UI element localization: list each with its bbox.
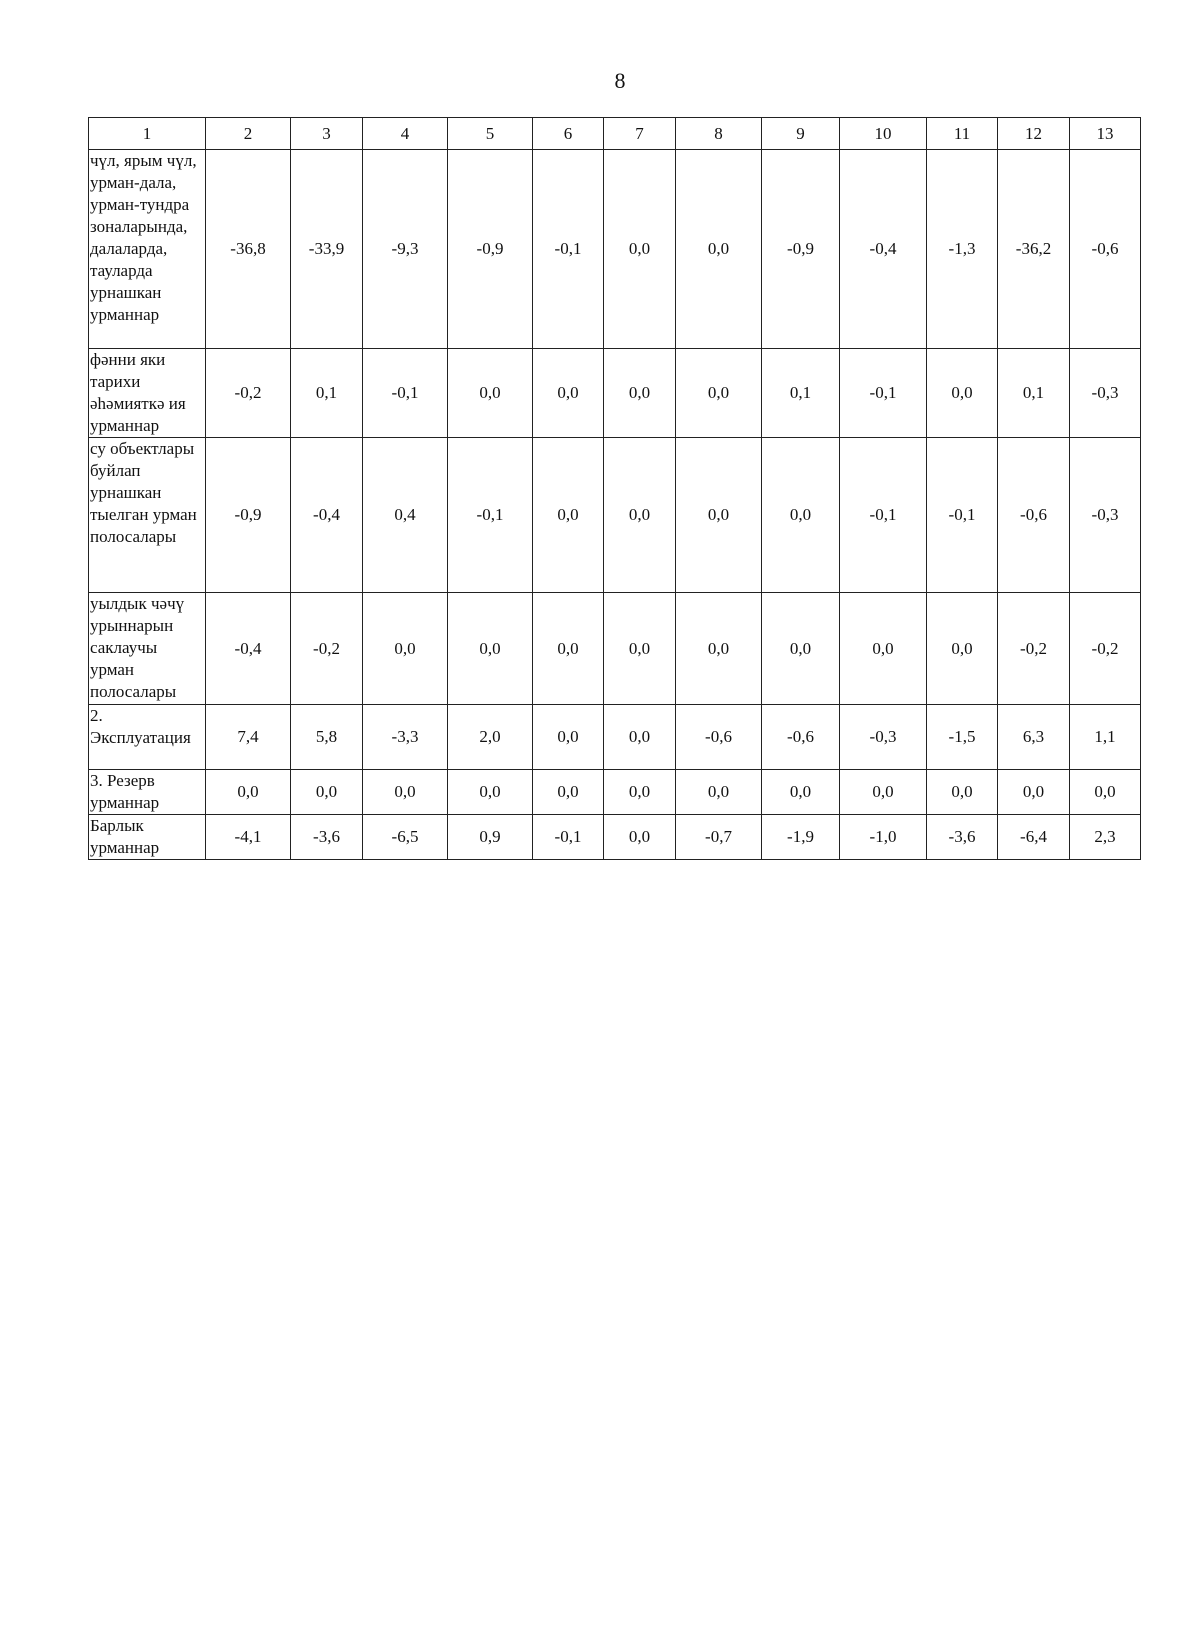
table-cell: -0,6 [1070, 150, 1141, 349]
header-cell: 5 [448, 118, 533, 150]
table-cell: 0,0 [676, 770, 762, 815]
table-cell: 0,0 [448, 349, 533, 438]
table-cell: 0,0 [604, 150, 676, 349]
table-cell: 0,9 [448, 815, 533, 860]
table-cell: 0,0 [604, 349, 676, 438]
table-cell: 0,0 [604, 593, 676, 705]
table-cell: -36,8 [206, 150, 291, 349]
table-cell: -0,4 [840, 150, 927, 349]
table-cell: -0,9 [206, 438, 291, 593]
table-row [89, 438, 1141, 593]
table-row [89, 815, 1141, 860]
table-cell: -0,7 [676, 815, 762, 860]
table-row [89, 705, 1141, 770]
table-cell: -0,6 [998, 438, 1070, 593]
table-cell: -4,1 [206, 815, 291, 860]
table-cell: -0,1 [533, 815, 604, 860]
table-cell: -6,5 [363, 815, 448, 860]
table-cell: -0,1 [840, 349, 927, 438]
table-cell: -33,9 [291, 150, 363, 349]
table-cell: 0,0 [840, 770, 927, 815]
header-row [89, 118, 1141, 150]
table-row [89, 593, 1141, 705]
table-cell: 0,0 [676, 438, 762, 593]
table-cell: -6,4 [998, 815, 1070, 860]
table-cell: 0,0 [448, 770, 533, 815]
table-cell: -1,0 [840, 815, 927, 860]
table-cell: -0,6 [676, 705, 762, 770]
table-cell: -3,6 [291, 815, 363, 860]
row-label: Барлык урманнар [89, 815, 206, 860]
header-cell: 7 [604, 118, 676, 150]
table-row [89, 150, 1141, 349]
table-cell: 0,0 [533, 593, 604, 705]
table-cell: -1,3 [927, 150, 998, 349]
table-cell: 0,0 [604, 705, 676, 770]
table-row [89, 770, 1141, 815]
row-label: фәнни яки тарихи әһәмияткә ия урманнар [89, 349, 206, 438]
table-cell: -1,9 [762, 815, 840, 860]
table-cell: 0,0 [604, 438, 676, 593]
header-cell: 1 [89, 118, 206, 150]
table-cell: 0,0 [363, 593, 448, 705]
header-cell: 10 [840, 118, 927, 150]
header-cell: 12 [998, 118, 1070, 150]
table-cell: 0,0 [676, 349, 762, 438]
header-cell: 8 [676, 118, 762, 150]
table-cell: 0,0 [676, 593, 762, 705]
table-cell: 0,1 [762, 349, 840, 438]
table-cell: -36,2 [998, 150, 1070, 349]
table-cell: 0,0 [676, 150, 762, 349]
table-cell: -0,2 [1070, 593, 1141, 705]
table-cell: 2,0 [448, 705, 533, 770]
table-cell: 0,0 [1070, 770, 1141, 815]
table-row [89, 349, 1141, 438]
table-cell: -0,9 [762, 150, 840, 349]
header-cell: 3 [291, 118, 363, 150]
table-cell: 0,0 [604, 770, 676, 815]
table-cell: 2,3 [1070, 815, 1141, 860]
table-cell: 0,0 [533, 705, 604, 770]
table-cell: 0,0 [927, 349, 998, 438]
page-number: 8 [614, 68, 626, 93]
table-cell: 0,0 [363, 770, 448, 815]
table-cell: 0,0 [533, 349, 604, 438]
table-cell: 0,0 [927, 593, 998, 705]
table-cell: -0,1 [533, 150, 604, 349]
table-cell: -9,3 [363, 150, 448, 349]
table-cell: -0,3 [1070, 349, 1141, 438]
table-cell: 0,0 [448, 593, 533, 705]
table-cell: -0,2 [291, 593, 363, 705]
table-cell: -3,3 [363, 705, 448, 770]
table-cell: -0,9 [448, 150, 533, 349]
header-cell: 4 [363, 118, 448, 150]
header-cell: 9 [762, 118, 840, 150]
table-cell: 7,4 [206, 705, 291, 770]
table-cell: 1,1 [1070, 705, 1141, 770]
table-cell: 0,0 [998, 770, 1070, 815]
table-cell: 0,1 [291, 349, 363, 438]
table-cell: -0,1 [927, 438, 998, 593]
table-cell: 5,8 [291, 705, 363, 770]
row-label: 2. Эксплуатация [89, 705, 206, 770]
table-cell: 0,0 [762, 438, 840, 593]
table-cell: -0,4 [206, 593, 291, 705]
header-cell: 11 [927, 118, 998, 150]
table-cell: -1,5 [927, 705, 998, 770]
table-cell: 0,0 [533, 438, 604, 593]
table-cell: -0,3 [840, 705, 927, 770]
table-cell: -0,4 [291, 438, 363, 593]
data-table [88, 117, 1141, 860]
row-label: 3. Резерв урманнар [89, 770, 206, 815]
table-cell: 0,0 [604, 815, 676, 860]
table-cell: 6,3 [998, 705, 1070, 770]
header-cell: 2 [206, 118, 291, 150]
table-cell: 0,4 [363, 438, 448, 593]
table-cell: -3,6 [927, 815, 998, 860]
row-label: уылдык чәчү урыннарын саклаучы урман полосалары [89, 593, 206, 705]
table-cell: 0,0 [927, 770, 998, 815]
table-cell: -0,1 [363, 349, 448, 438]
header-cell: 13 [1070, 118, 1141, 150]
header-cell: 6 [533, 118, 604, 150]
table-cell: -0,2 [206, 349, 291, 438]
row-label: чүл, ярым чүл, урман-дала, урман-тундра зоналарында, далаларда, тауларда урнашкан урманнар [89, 150, 206, 349]
table-cell: 0,1 [998, 349, 1070, 438]
table-cell: -0,1 [840, 438, 927, 593]
table-cell: -0,2 [998, 593, 1070, 705]
row-label: су объектлары буйлап урнашкан тыелган урман полосалары [89, 438, 206, 593]
table-cell: -0,1 [448, 438, 533, 593]
table-cell: 0,0 [762, 770, 840, 815]
table-cell: 0,0 [762, 593, 840, 705]
table-cell: -0,6 [762, 705, 840, 770]
table-cell: 0,0 [206, 770, 291, 815]
table-cell: 0,0 [533, 770, 604, 815]
table-cell: -0,3 [1070, 438, 1141, 593]
table-cell: 0,0 [840, 593, 927, 705]
table-cell: 0,0 [291, 770, 363, 815]
